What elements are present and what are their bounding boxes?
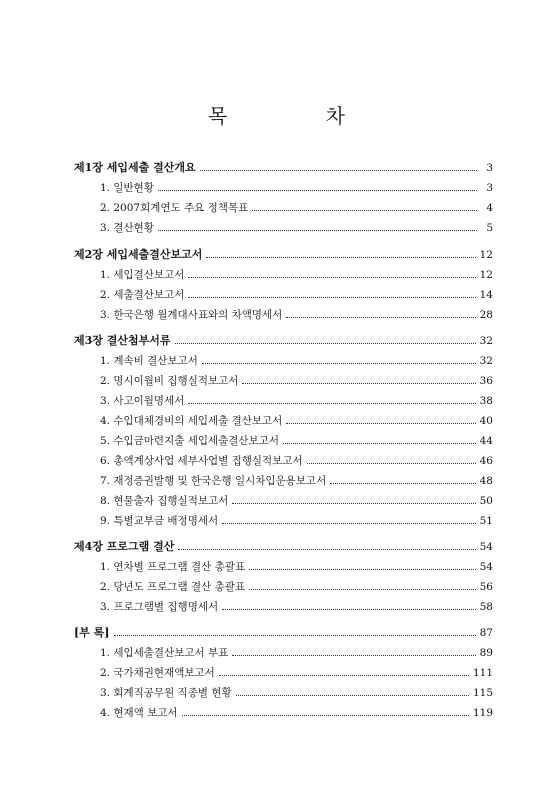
chapter-title: [부 록] [74,626,110,639]
page-number: 14 [479,289,493,301]
dot-leader [252,209,477,211]
dot-leader [178,548,475,550]
item-title: 3. 사고이월명세서 [100,395,185,407]
page-number: 32 [479,335,493,347]
item-title: 3. 회계직공무원 직종별 현황 [100,687,232,699]
dot-leader [175,342,476,344]
toc-item[interactable] [0,430,553,448]
page-number: 40 [479,415,493,427]
dot-leader [202,362,476,364]
page-number: 12 [479,249,493,261]
toc-item[interactable] [0,284,553,302]
page-number: 89 [479,647,493,659]
item-title: 9. 특별교부금 배정명세서 [100,515,219,527]
page-number: 56 [479,581,493,593]
toc-item[interactable] [0,370,553,388]
dot-leader [222,608,476,610]
chapter-title: 제1장 세입세출 결산개요 [74,161,196,174]
toc-item[interactable] [0,556,553,574]
dot-leader [200,169,477,171]
page-number: 3 [486,162,493,174]
toc-item[interactable] [0,350,553,368]
page-number: 46 [479,455,493,467]
item-title: 2. 국가채권현재액보고서 [100,667,215,679]
toc-item[interactable] [0,576,553,594]
page-number: 48 [479,475,493,487]
toc-item[interactable] [0,217,553,235]
dot-leader [232,654,475,656]
page-number: 54 [479,561,493,573]
page-title: 목 차 [208,104,391,128]
page-number: 119 [472,707,493,719]
toc-item[interactable] [0,304,553,322]
page-number: 28 [479,309,493,321]
page-number: 12 [479,269,493,281]
item-title: 2. 2007회계연도 주요 정책목표 [100,202,249,214]
dot-leader [232,502,475,504]
item-title: 6. 총액계상사업 세부사업별 집행실적보고서 [100,455,303,467]
item-title: 8. 현물출자 집행실적보고서 [100,495,229,507]
page-number: 111 [472,667,493,679]
toc-item[interactable] [0,702,553,720]
toc-item[interactable] [0,390,553,408]
page-number: 4 [486,202,493,214]
toc-item[interactable] [0,177,553,195]
toc-item[interactable] [0,450,553,468]
dot-leader [307,462,476,464]
toc-item[interactable] [0,596,553,614]
dot-leader [283,442,476,444]
toc-item[interactable] [0,662,553,680]
page-number: 58 [479,601,493,613]
page-number: 44 [479,435,493,447]
item-title: 1. 일반현황 [100,182,154,194]
dot-leader [182,714,469,716]
dot-leader [114,634,476,636]
dot-leader [330,482,475,484]
item-title: 2. 명시이월비 집행실적보고서 [100,375,239,387]
page-number: 38 [479,395,493,407]
toc-appendix[interactable] [0,622,553,640]
page-number: 50 [479,495,493,507]
page-number: 3 [486,182,493,194]
dot-leader [206,256,475,258]
dot-leader [219,674,469,676]
dot-leader [236,694,469,696]
item-title: 3. 한국은행 월계대사표와의 차액명세서 [100,309,283,321]
toc-item[interactable] [0,264,553,282]
dot-leader [249,568,476,570]
item-title: 7. 재정증권발행 및 한국은행 일시차입운용보고서 [100,475,327,487]
toc-chapter-4[interactable] [0,536,553,554]
page-number: 87 [479,627,493,639]
dot-leader [249,588,476,590]
dot-leader [222,522,476,524]
dot-leader [188,276,475,278]
dot-leader [158,229,477,231]
dot-leader [158,189,477,191]
page-number: 36 [479,375,493,387]
item-title: 1. 계속비 결산보고서 [100,355,198,367]
item-title: 5. 수입금마련지출 세입세출결산보고서 [100,435,279,447]
dot-leader [188,296,475,298]
item-title: 1. 세입결산보고서 [100,269,185,281]
item-title: 1. 연차별 프로그램 결산 총괄표 [100,561,246,573]
toc-chapter-2[interactable] [0,244,553,262]
chapter-title: 제4장 프로그램 결산 [74,540,175,553]
page-number: 5 [486,222,493,234]
item-title: 3. 프로그램별 집행명세서 [100,601,219,613]
toc-item[interactable] [0,642,553,660]
toc-item[interactable] [0,510,553,528]
page-number: 32 [479,355,493,367]
item-title: 4. 수입대체경비의 세입세출 결산보고서 [100,415,283,427]
toc-item[interactable] [0,682,553,700]
toc-item[interactable] [0,490,553,508]
item-title: 2. 당년도 프로그램 결산 총괄표 [100,581,246,593]
dot-leader [286,316,475,318]
page-number: 54 [479,541,493,553]
dot-leader [242,382,475,384]
page-number: 115 [472,687,493,699]
toc-item[interactable] [0,470,553,488]
chapter-title: 제3장 결산첨부서류 [74,334,171,347]
toc-item[interactable] [0,197,553,215]
item-title: 2. 세출결산보고서 [100,289,185,301]
page-number: 51 [479,515,493,527]
item-title: 3. 결산현황 [100,222,154,234]
dot-leader [286,422,475,424]
item-title: 1. 세입세출결산보고서 부표 [100,647,229,659]
item-title: 4. 현재액 보고서 [100,707,178,719]
dot-leader [188,402,475,404]
toc-item[interactable] [0,410,553,428]
chapter-title: 제2장 세입세출결산보고서 [74,248,203,261]
toc-chapter-3[interactable] [0,330,553,348]
toc-chapter-1[interactable] [0,157,553,175]
